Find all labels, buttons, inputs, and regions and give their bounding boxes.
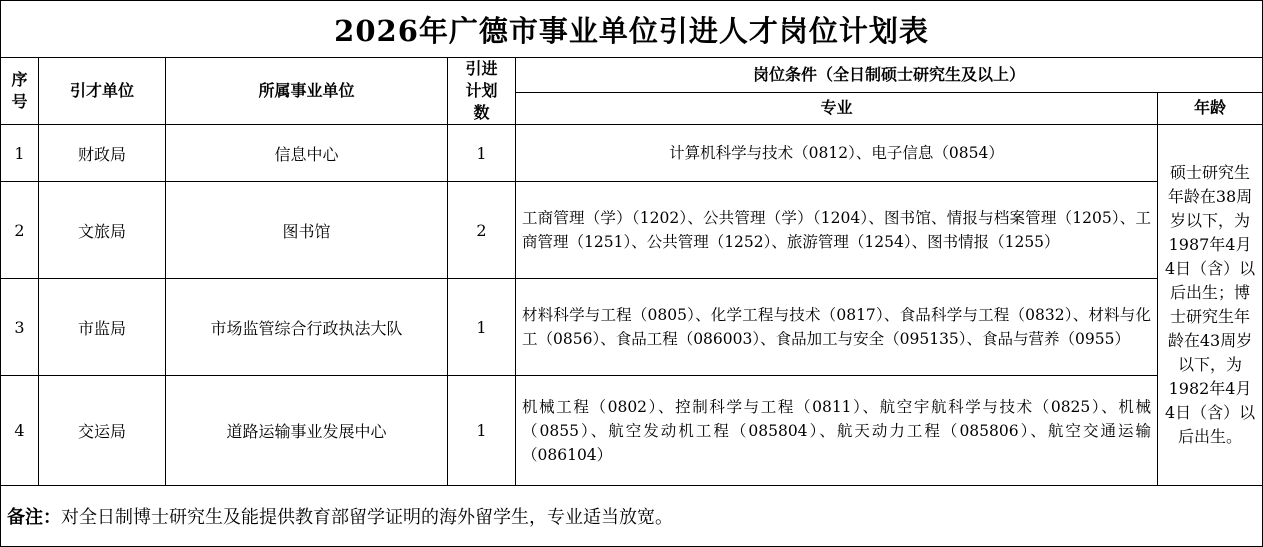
row-sub-unit: 图书馆 [166, 182, 448, 279]
row-major: 计算机科学与技术（0812）、电子信息（0854） [516, 125, 1158, 182]
row-seq: 3 [1, 279, 39, 376]
row-count: 1 [448, 125, 516, 182]
header-conditions: 岗位条件（全日制硕士研究生及以上） [516, 58, 1263, 93]
header-sub-unit: 所属事业单位 [166, 58, 448, 125]
header-age: 年龄 [1158, 92, 1263, 124]
table-row [1, 376, 1263, 486]
row-count: 2 [448, 182, 516, 279]
row-unit: 文旅局 [39, 182, 166, 279]
age-requirement: 硕士研究生年龄在38周岁以下，为1987年4月4日（含）以后出生；博士研究生年龄在43周岁以下，为1982年4月4日（含）以后出生。 [1158, 125, 1263, 486]
row-unit: 财政局 [39, 125, 166, 182]
row-major: 工商管理（学）（1202）、公共管理（学）（1204）、图书馆、情报与档案管理（1205）、工商管理（1251）、公共管理（1252）、旅游管理（1254）、图书情报（1255） [516, 182, 1158, 279]
row-sub-unit: 道路运输事业发展中心 [166, 376, 448, 486]
row-unit: 交运局 [39, 376, 166, 486]
remarks-text: 对全日制博士研究生及能提供教育部留学证明的海外留学生，专业适当放宽。 [61, 507, 673, 528]
row-seq: 1 [1, 125, 39, 182]
remarks-label: 备注： [7, 507, 61, 528]
row-seq: 4 [1, 376, 39, 486]
row-major: 材料科学与工程（0805）、化学工程与技术（0817）、食品科学与工程（0832）、材料与化工（0856）、食品工程（086003）、食品加工与安全（095135）、食品与营养（0955） [516, 279, 1158, 376]
row-count: 1 [448, 279, 516, 376]
row-sub-unit: 市场监管综合行政执法大队 [166, 279, 448, 376]
header-major: 专业 [516, 92, 1158, 124]
page-title: 2026年广德市事业单位引进人才岗位计划表 [1, 1, 1263, 58]
remarks [1, 486, 1263, 547]
row-unit: 市监局 [39, 279, 166, 376]
row-seq: 2 [1, 182, 39, 279]
header-seq: 序号 [1, 58, 39, 125]
row-sub-unit: 信息中心 [166, 125, 448, 182]
table-row [1, 279, 1263, 376]
header-plan-count: 引进计划数 [448, 58, 516, 125]
header-unit: 引才单位 [39, 58, 166, 125]
table-row [1, 182, 1263, 279]
table-row [1, 125, 1263, 182]
row-count: 1 [448, 376, 516, 486]
row-major: 机械工程（0802）、控制科学与工程（0811）、航空宇航科学与技术（0825）、机械（0855）、航空发动机工程（085804）、航天动力工程（085806）、航空交通运输（086104） [516, 376, 1158, 486]
